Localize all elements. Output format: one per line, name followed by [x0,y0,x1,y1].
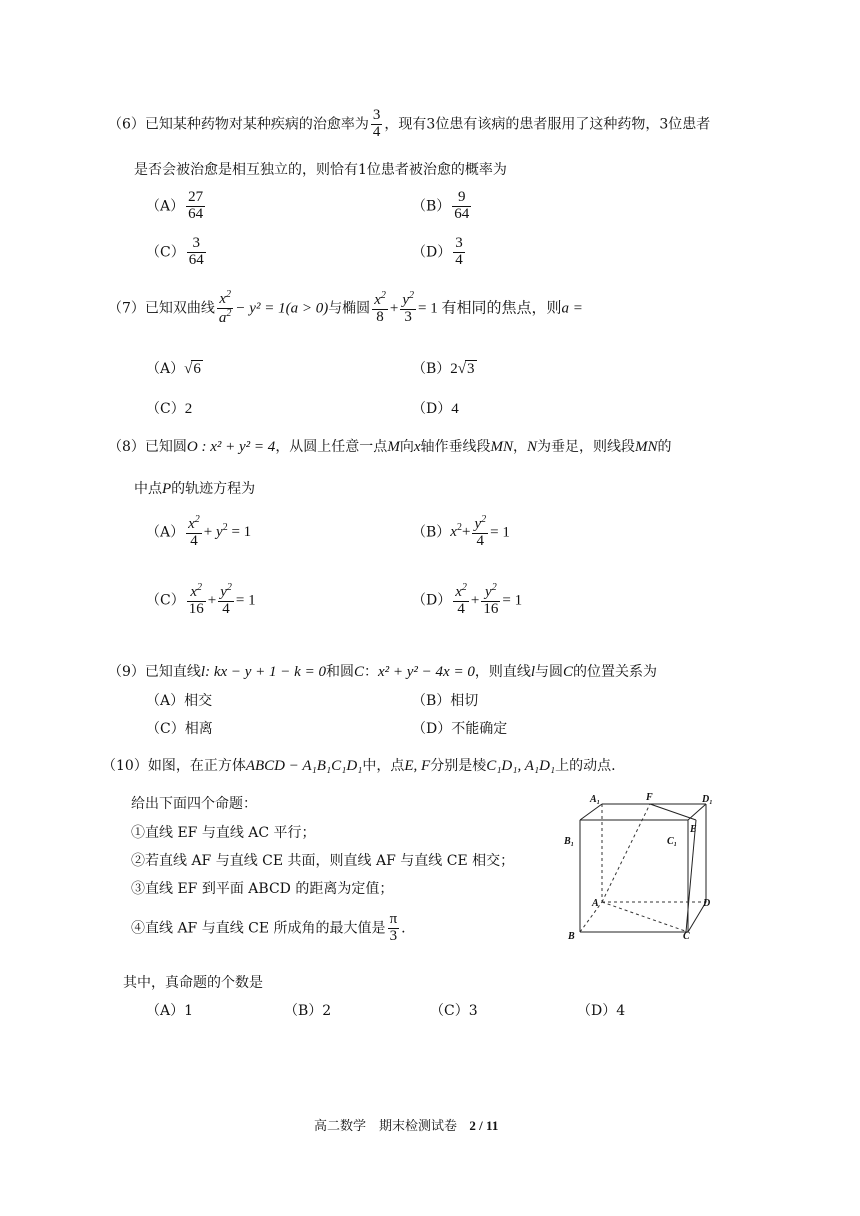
option-8A: （A） $\frac{x^2}{4}$ + $y^2 = 1$ [146,514,252,549]
label-D1: D₁ [702,794,713,805]
question-8-line2: 中点P的轨迹方程为 [134,481,256,497]
label-A: A [592,898,599,909]
page-number: 2 / 11 [469,1118,499,1133]
cube-figure [560,790,720,945]
option-6D: （D） $\frac{3}{4}$ [412,235,463,268]
proposition-4: ④直线 AF 与直线 CE 所成角的最大值是 $\frac{\pi}{3}$ . [131,911,406,944]
option-8C: （C） $\frac{x^2}{16}$ + $\frac{y^2}{4}$ = 1 [146,582,256,617]
hyperbola-equation: − y² = 1(a > 0) [235,300,329,317]
cure-rate-fraction: $\frac{3}{4}$ [372,107,381,140]
question-10-ask: 其中，真命题的个数是 [123,975,263,991]
question-number: （6） [108,116,145,133]
question-9: （9）已知直线l: kx − y + 1 − k = 0和圆C：x² + y² − 4x = 0，则直线l与圆C的位置关系为 [108,664,658,680]
option-9C: （C）相离 [146,721,213,737]
option-8B: $(B)x^2+$ $\frac{y^2}{4}$ = 1 [412,514,510,549]
proposition-2: ②若直线 AF 与直线 CE 共面，则直线 AF 与直线 CE 相交； [131,853,515,869]
option-7C: （C）2 [146,401,193,417]
option-10B: （B）2 [284,1003,332,1019]
option-8D: （D） $\frac{x^2}{4}$ + $\frac{y^2}{16}$ = 1 [412,582,523,617]
question-number: （8） [108,439,145,455]
option-9A: （A）相交 [146,693,213,709]
option-6A: （A） $\frac{27}{64}$ [146,189,204,222]
question-10: （10）如图，在正方体ABCD − A₁B₁C₁D₁中，点E, F分别是棱C₁D₁, A₁D₁上的动点. [102,758,616,774]
option-10A: （A）1 [146,1003,194,1019]
option-6B: （B） $\frac{9}{64}$ [412,189,470,222]
label-D: D [703,898,711,909]
option-9B: （B）相切 [412,693,479,709]
proposition-1: ①直线 EF 与直线 AC 平行； [131,825,316,841]
page-footer [314,1115,498,1134]
label-E: E [690,824,697,835]
label-F: F [646,792,653,803]
option-7A: （A）√6 [146,361,201,377]
question-6 [108,108,710,141]
footer-title: 高二数学 期末检测试卷 [314,1119,458,1134]
option-7B: （B）2√3 [412,361,475,377]
question-number: （10） [102,758,148,774]
label-C1: C₁ [667,836,678,847]
question-text: 已知某种药物对某种疾病的治愈率为 [144,116,369,133]
label-C: C [683,931,690,942]
option-6C: （C） $\frac{3}{64}$ [146,235,204,268]
option-10C: （C）3 [430,1003,478,1019]
option-9D: （D）不能确定 [412,721,508,737]
option-7D: （D）4 [412,401,459,417]
question-number: （9） [108,664,145,680]
label-B: B [568,931,575,942]
proposition-intro: 给出下面四个命题： [131,796,257,812]
proposition-3: ③直线 EF 到平面 ABCD 的距离为定值； [131,881,394,897]
question-7: （7）已知双曲线 $\frac{x^2}{a^2}$ − y² = 1(a > 0)与椭圆 $\frac{x^2}{8}$ + $\frac{y^2}{3}$ = 1 有相同的焦点，则a = [108,289,583,326]
question-8: （8）已知圆O : x² + y² = 4，从圆上任意一点M向x轴作垂线段MN，N为垂足，则线段MN的 [108,439,672,455]
option-10D: （D）4 [577,1003,626,1019]
question-text: ，现有3位患有该病的患者服用了这种药物，3位患者 [384,116,711,133]
label-B1: B₁ [564,836,575,847]
label-A1: A₁ [590,794,601,805]
question-number: （7） [108,300,145,317]
question-6-line2: 是否会被治愈是相互独立的，则恰有1位患者被治愈的概率为 [134,162,507,178]
